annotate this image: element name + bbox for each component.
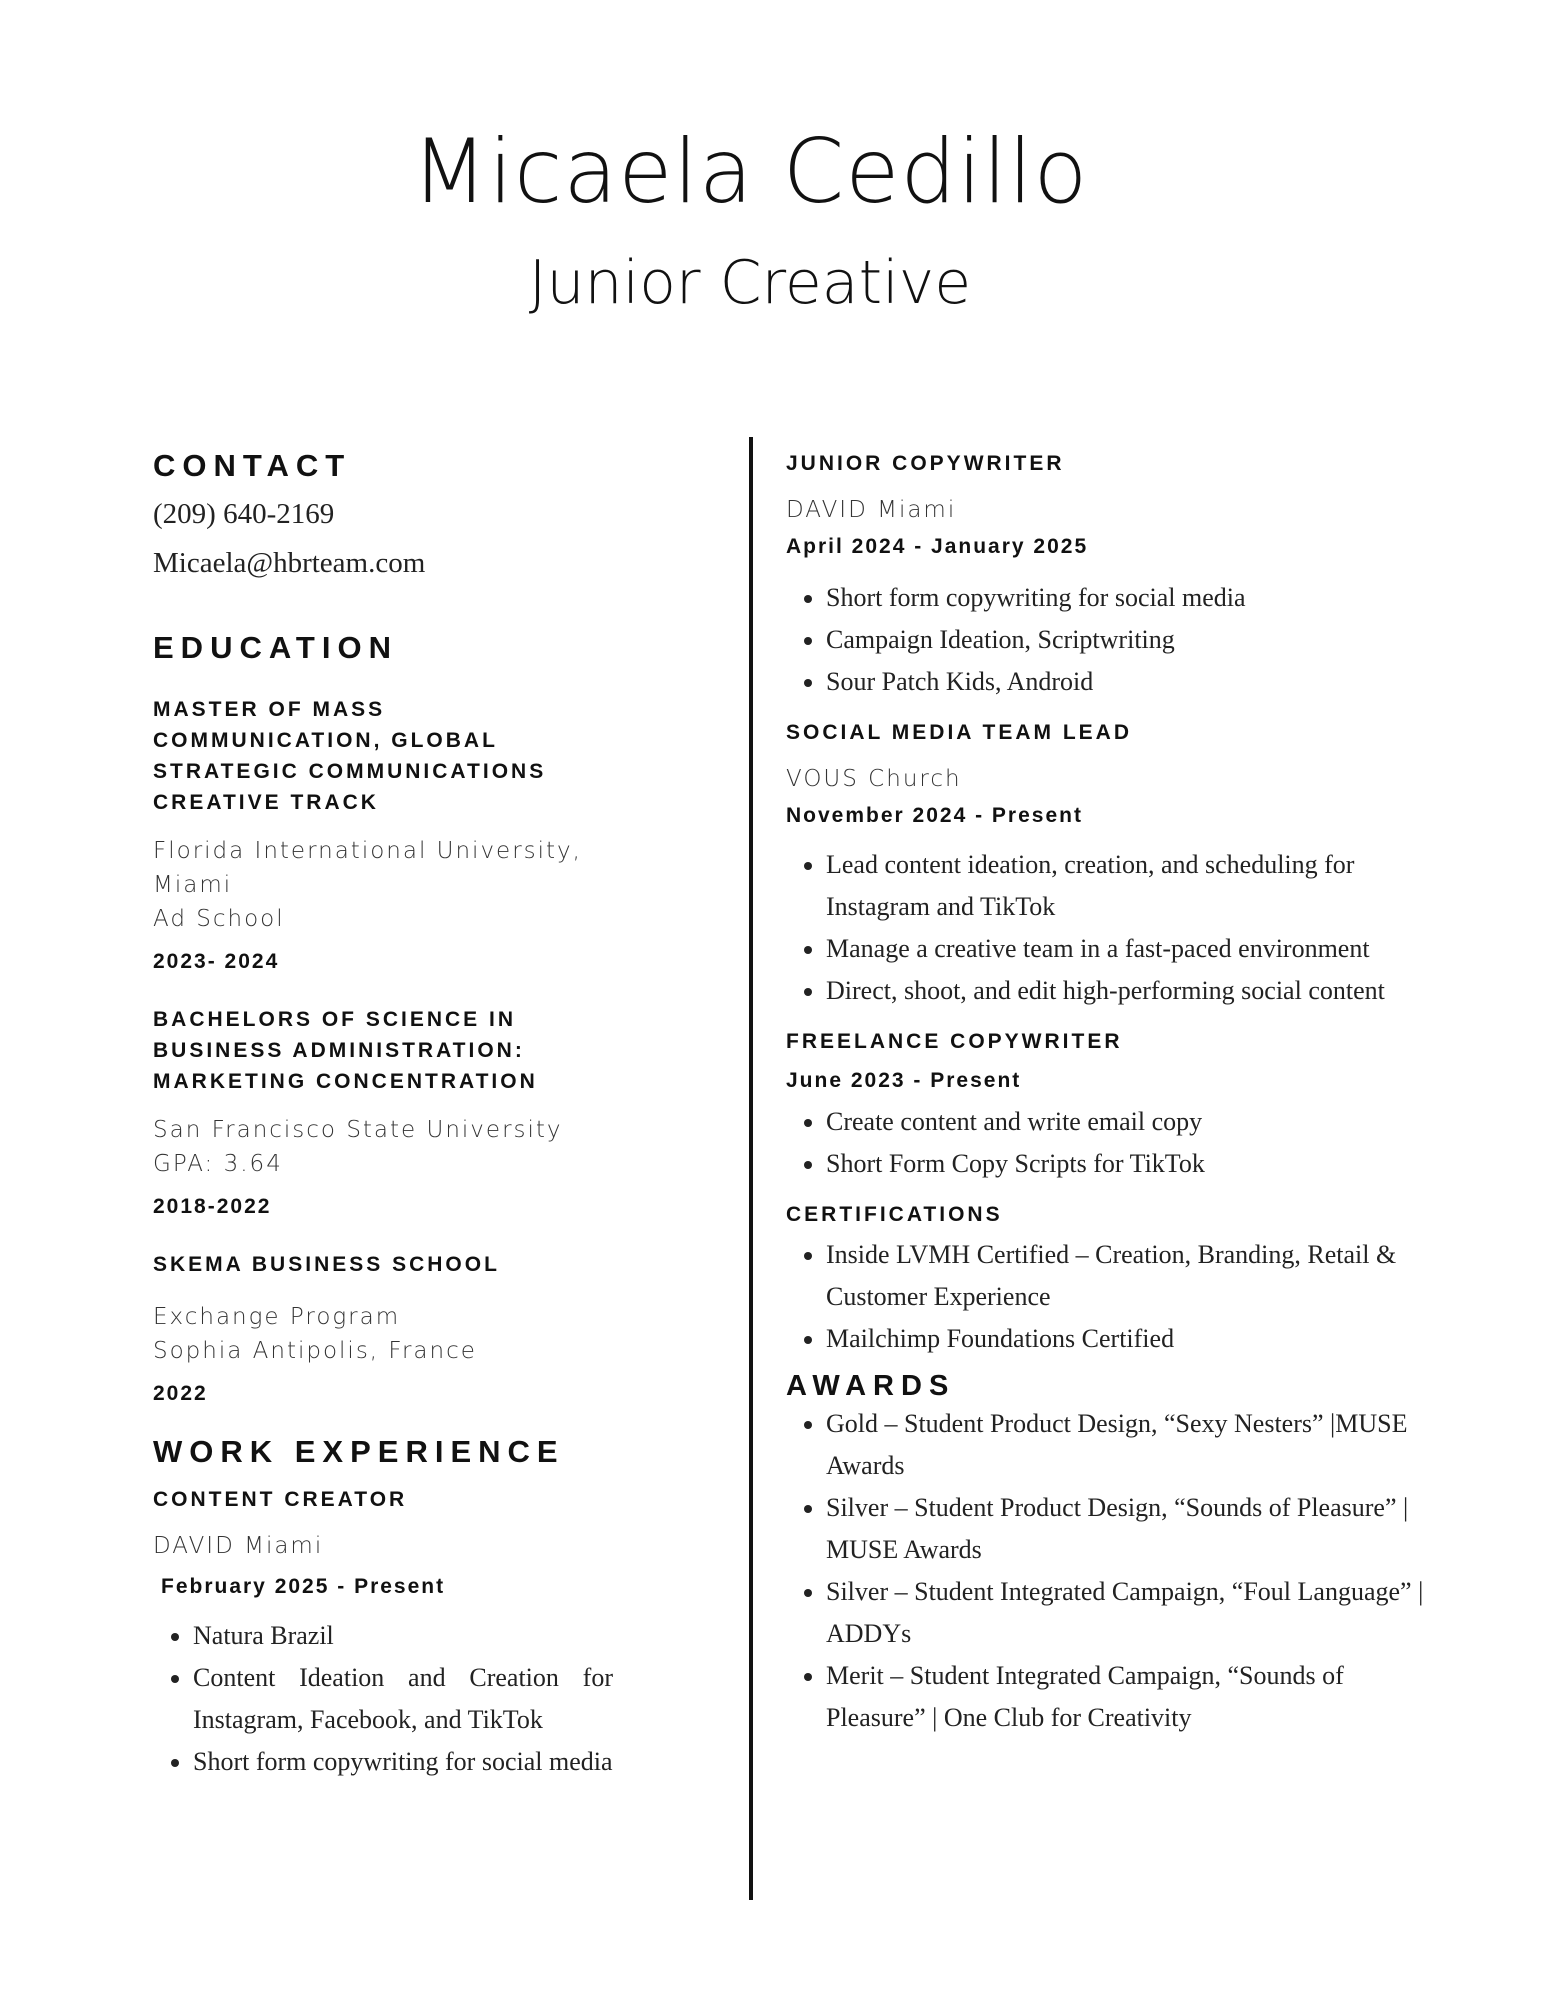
work-experience-heading: WORK EXPERIENCE	[153, 1434, 565, 1469]
job-bullets	[153, 1615, 613, 1783]
certification-item: • Mailchimp Foundations Certified	[826, 1318, 1446, 1360]
award-item: • Merit – Student Integrated Campaign, “Sounds of Pleasure” | One Club for Creativity	[826, 1655, 1426, 1739]
candidate-name: Micaela Cedillo	[411, 120, 1089, 223]
right-column	[786, 448, 1426, 1739]
degree-line: COMMUNICATION, GLOBAL	[153, 729, 498, 752]
certification-item: • Inside LVMH Certified – Creation, Branding, Retail & Customer Experience	[826, 1234, 1446, 1318]
awards-list	[786, 1403, 1426, 1739]
job-title: CONTENT CREATOR	[153, 1488, 408, 1511]
degree-line: STRATEGIC COMMUNICATIONS	[153, 760, 547, 783]
job-company: VOUS Church	[786, 766, 962, 792]
degree-line: MASTER OF MASS	[153, 698, 386, 721]
certifications-list	[786, 1234, 1446, 1360]
awards-heading: AWARDS	[786, 1370, 956, 1402]
left-column	[153, 448, 653, 1783]
education-dates: 2023- 2024	[153, 950, 280, 973]
job-bullet: • Short form copywriting for social media	[193, 1741, 613, 1783]
job-bullet: • Direct, shoot, and edit high-performing social content	[826, 970, 1436, 1012]
degree-line: BACHELORS OF SCIENCE IN	[153, 1008, 517, 1031]
school-line: San Francisco State University	[153, 1117, 563, 1143]
job-dates: April 2024 - January 2025	[786, 535, 1089, 558]
award-item: • Silver – Student Product Design, “Sounds of Pleasure” | MUSE Awards	[826, 1487, 1426, 1571]
candidate-role: Junior Creative	[528, 248, 972, 318]
job-entry	[786, 717, 1426, 1012]
job-bullet: • Campaign Ideation, Scriptwriting	[826, 619, 1426, 661]
job-bullets	[786, 844, 1436, 1012]
job-bullet: • Lead content ideation, creation, and scheduling for Instagram and TikTok	[826, 844, 1436, 928]
job-dates: June 2023 - Present	[786, 1069, 1022, 1092]
contact-email: Micaela@hbrteam.com	[153, 547, 426, 579]
degree-line: BUSINESS ADMINISTRATION:	[153, 1039, 525, 1062]
school-line: Sophia Antipolis, France	[153, 1338, 477, 1364]
award-item: • Gold – Student Product Design, “Sexy Nesters” |MUSE Awards	[826, 1403, 1426, 1487]
education-entry	[153, 1004, 653, 1219]
degree-line: MARKETING CONCENTRATION	[153, 1070, 538, 1093]
column-divider	[749, 437, 753, 1900]
school-line: GPA: 3.64	[153, 1151, 283, 1177]
education-dates: 2018-2022	[153, 1195, 272, 1218]
contact-phone: (209) 640-2169	[153, 498, 335, 530]
job-title: JUNIOR COPYWRITER	[786, 452, 1065, 475]
job-bullet: • Manage a creative team in a fast-paced environment	[826, 928, 1436, 970]
education-heading: EDUCATION	[153, 630, 398, 665]
contact-heading: CONTACT	[153, 448, 352, 483]
job-bullet: • Short Form Copy Scripts for TikTok	[826, 1143, 1426, 1185]
award-item: • Silver – Student Integrated Campaign, “Foul Language” | ADDYs	[826, 1571, 1426, 1655]
job-title: SOCIAL MEDIA TEAM LEAD	[786, 721, 1133, 744]
job-entry	[786, 448, 1426, 703]
degree-line: SKEMA BUSINESS SCHOOL	[153, 1253, 500, 1276]
school-line: Exchange Program	[153, 1304, 401, 1330]
job-bullet: • Sour Patch Kids, Android	[826, 661, 1426, 703]
school-line: Florida International University, Miami	[153, 838, 582, 898]
school-line: Ad School	[153, 906, 285, 932]
job-bullet: • Content Ideation and Creation for Instagram, Facebook, and TikTok	[193, 1657, 613, 1741]
education-entry	[153, 1249, 653, 1406]
job-company: DAVID Miami	[153, 1533, 324, 1559]
job-bullets	[786, 1101, 1426, 1185]
job-dates: November 2024 - Present	[786, 804, 1083, 827]
job-dates: February 2025 - Present	[161, 1575, 446, 1598]
job-bullet: • Create content and write email copy	[826, 1101, 1426, 1143]
certifications-heading: CERTIFICATIONS	[786, 1203, 1003, 1226]
education-entry	[153, 694, 653, 974]
job-company: DAVID Miami	[786, 497, 957, 523]
job-bullet: • Natura Brazil	[193, 1615, 613, 1657]
job-bullet: • Short form copywriting for social media	[826, 577, 1426, 619]
education-dates: 2022	[153, 1382, 208, 1405]
degree-line: CREATIVE TRACK	[153, 791, 379, 814]
job-entry	[786, 1026, 1426, 1185]
job-title: FREELANCE COPYWRITER	[786, 1030, 1123, 1053]
job-bullets	[786, 577, 1426, 703]
